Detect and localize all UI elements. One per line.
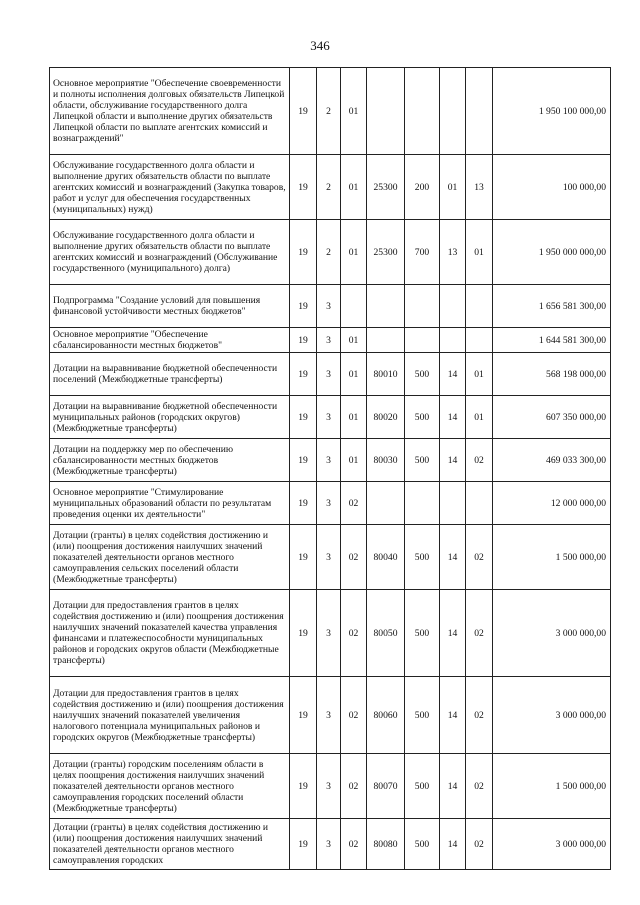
- code-cell-c3: 01: [341, 328, 367, 353]
- code-cell-c5: 200: [405, 155, 440, 220]
- row-name-cell: Дотации на поддержку мер по обеспечению сбалансированности местных бюджетов (Межбюджетные трансферты): [50, 439, 290, 482]
- code-cell-c6: 14: [440, 590, 466, 677]
- code-cell-c5: 500: [405, 590, 440, 677]
- code-cell-c4: 25300: [367, 220, 405, 285]
- code-cell-c3: 01: [341, 220, 367, 285]
- code-cell-c1: 19: [290, 677, 317, 754]
- amount-cell: 100 000,00: [493, 155, 611, 220]
- code-cell-c1: 19: [290, 68, 317, 155]
- code-cell-c1: 19: [290, 754, 317, 819]
- code-cell-c5: 500: [405, 819, 440, 870]
- code-cell-c3: 02: [341, 677, 367, 754]
- code-cell-c3: 02: [341, 819, 367, 870]
- amount-cell: 1 950 100 000,00: [493, 68, 611, 155]
- code-cell-c2: 2: [317, 68, 341, 155]
- table-row: [50, 525, 611, 590]
- code-cell-c4: [367, 328, 405, 353]
- code-cell-c1: 19: [290, 353, 317, 396]
- code-cell-c6: 13: [440, 220, 466, 285]
- code-cell-c7: 13: [466, 155, 493, 220]
- code-cell-c5: 700: [405, 220, 440, 285]
- row-name-cell: Основное мероприятие "Обеспечение сбалансированности местных бюджетов": [50, 328, 290, 353]
- row-name-cell: Дотации для предоставления грантов в целях содействия достижению и (или) поощрения достижения наилучших значений показателей увеличения налогового потенциала муниципальных районов и городских округов (Межбюджетные трансферты): [50, 677, 290, 754]
- row-name-cell: Основное мероприятие "Обеспечение своевременности и полноты исполнения долговых обязательств Липецкой области, обслуживание государственного долга Липецкой области и выполнение других обязательств Липецкой области по выплате агентских комиссий и вознаграждений": [50, 68, 290, 155]
- row-name-cell: Обслуживание государственного долга области и выполнение других обязательств области по выплате агентских комиссий и вознаграждений (Закупка товаров, работ и услуг для обеспечения государственных (муниципальных) нужд): [50, 155, 290, 220]
- code-cell-c2: 3: [317, 590, 341, 677]
- code-cell-c1: 19: [290, 590, 317, 677]
- code-cell-c3: 01: [341, 68, 367, 155]
- table-row: [50, 353, 611, 396]
- table-body: [50, 68, 611, 870]
- code-cell-c5: 500: [405, 525, 440, 590]
- table-row: [50, 220, 611, 285]
- amount-cell: 3 000 000,00: [493, 677, 611, 754]
- code-cell-c6: 14: [440, 525, 466, 590]
- code-cell-c2: 3: [317, 677, 341, 754]
- code-cell-c1: 19: [290, 396, 317, 439]
- code-cell-c4: 80040: [367, 525, 405, 590]
- row-name-cell: Дотации на выравнивание бюджетной обеспеченности муниципальных районов (городских округов) (Межбюджетные трансферты): [50, 396, 290, 439]
- code-cell-c2: 3: [317, 482, 341, 525]
- code-cell-c2: 3: [317, 353, 341, 396]
- code-cell-c6: [440, 68, 466, 155]
- code-cell-c3: 02: [341, 482, 367, 525]
- amount-cell: 12 000 000,00: [493, 482, 611, 525]
- code-cell-c6: [440, 285, 466, 328]
- code-cell-c5: 500: [405, 754, 440, 819]
- page-number: 346: [310, 38, 330, 53]
- code-cell-c6: 14: [440, 353, 466, 396]
- code-cell-c6: [440, 328, 466, 353]
- code-cell-c7: 01: [466, 353, 493, 396]
- table-row: [50, 482, 611, 525]
- code-cell-c3: 01: [341, 155, 367, 220]
- amount-cell: 3 000 000,00: [493, 590, 611, 677]
- row-name-cell: Дотации (гранты) в целях содействия достижению и (или) поощрения достижения наилучших значений показателей деятельности органов местного самоуправления сельских поселений области (Межбюджетные трансферты): [50, 525, 290, 590]
- code-cell-c7: 02: [466, 819, 493, 870]
- code-cell-c3: 01: [341, 396, 367, 439]
- code-cell-c4: [367, 482, 405, 525]
- code-cell-c1: 19: [290, 439, 317, 482]
- amount-cell: 607 350 000,00: [493, 396, 611, 439]
- row-name-cell: Основное мероприятие "Стимулирование муниципальных образований области по результатам проведения оценки их деятельности": [50, 482, 290, 525]
- code-cell-c7: [466, 285, 493, 328]
- code-cell-c5: [405, 68, 440, 155]
- row-name-cell: Дотации на выравнивание бюджетной обеспеченности поселений (Межбюджетные трансферты): [50, 353, 290, 396]
- code-cell-c7: 01: [466, 220, 493, 285]
- code-cell-c1: 19: [290, 220, 317, 285]
- code-cell-c6: 14: [440, 396, 466, 439]
- code-cell-c5: 500: [405, 439, 440, 482]
- code-cell-c7: 02: [466, 754, 493, 819]
- code-cell-c5: [405, 482, 440, 525]
- code-cell-c7: [466, 482, 493, 525]
- code-cell-c1: 19: [290, 525, 317, 590]
- code-cell-c4: 80050: [367, 590, 405, 677]
- code-cell-c4: [367, 68, 405, 155]
- amount-cell: 1 644 581 300,00: [493, 328, 611, 353]
- code-cell-c6: 14: [440, 819, 466, 870]
- code-cell-c2: 2: [317, 155, 341, 220]
- code-cell-c6: 14: [440, 439, 466, 482]
- code-cell-c3: [341, 285, 367, 328]
- code-cell-c5: 500: [405, 353, 440, 396]
- code-cell-c7: 02: [466, 677, 493, 754]
- row-name-cell: Подпрограмма "Создание условий для повышения финансовой устойчивости местных бюджетов": [50, 285, 290, 328]
- code-cell-c2: 3: [317, 328, 341, 353]
- table-row: [50, 677, 611, 754]
- code-cell-c3: 02: [341, 754, 367, 819]
- code-cell-c1: 19: [290, 482, 317, 525]
- code-cell-c4: 80060: [367, 677, 405, 754]
- code-cell-c5: [405, 285, 440, 328]
- code-cell-c2: 3: [317, 525, 341, 590]
- code-cell-c2: 3: [317, 285, 341, 328]
- code-cell-c2: 3: [317, 754, 341, 819]
- code-cell-c2: 3: [317, 396, 341, 439]
- row-name-cell: Обслуживание государственного долга области и выполнение других обязательств области по выплате агентских комиссий и вознаграждений (Обслуживание государственного (муниципального) долга): [50, 220, 290, 285]
- code-cell-c2: 3: [317, 819, 341, 870]
- table-row: [50, 590, 611, 677]
- table-row: [50, 285, 611, 328]
- table-row: [50, 68, 611, 155]
- code-cell-c1: 19: [290, 819, 317, 870]
- code-cell-c4: 25300: [367, 155, 405, 220]
- table-row: [50, 155, 611, 220]
- code-cell-c6: [440, 482, 466, 525]
- code-cell-c4: 80020: [367, 396, 405, 439]
- row-name-cell: Дотации (гранты) городским поселениям области в целях поощрения достижения наилучших значений показателей деятельности органов местного самоуправления городских поселений области (Межбюджетные трансферты): [50, 754, 290, 819]
- code-cell-c7: 01: [466, 396, 493, 439]
- code-cell-c4: [367, 285, 405, 328]
- code-cell-c7: 02: [466, 439, 493, 482]
- table-row: [50, 328, 611, 353]
- table-row: [50, 396, 611, 439]
- amount-cell: 1 500 000,00: [493, 525, 611, 590]
- table-row: [50, 819, 611, 870]
- amount-cell: 3 000 000,00: [493, 819, 611, 870]
- code-cell-c4: 80010: [367, 353, 405, 396]
- code-cell-c6: 14: [440, 677, 466, 754]
- row-name-cell: Дотации (гранты) в целях содействия достижению и (или) поощрения достижения наилучших значений показателей деятельности органов местного самоуправления городских: [50, 819, 290, 870]
- budget-table: [49, 67, 611, 870]
- code-cell-c1: 19: [290, 285, 317, 328]
- code-cell-c5: 500: [405, 677, 440, 754]
- code-cell-c7: [466, 328, 493, 353]
- code-cell-c3: 02: [341, 525, 367, 590]
- code-cell-c5: 500: [405, 396, 440, 439]
- amount-cell: 1 500 000,00: [493, 754, 611, 819]
- code-cell-c2: 2: [317, 220, 341, 285]
- amount-cell: 469 033 300,00: [493, 439, 611, 482]
- code-cell-c4: 80080: [367, 819, 405, 870]
- table-row: [50, 439, 611, 482]
- code-cell-c1: 19: [290, 328, 317, 353]
- code-cell-c4: 80030: [367, 439, 405, 482]
- code-cell-c6: 14: [440, 754, 466, 819]
- code-cell-c3: 02: [341, 590, 367, 677]
- code-cell-c4: 80070: [367, 754, 405, 819]
- row-name-cell: Дотации для предоставления грантов в целях содействия достижению и (или) поощрения достижения наилучших значений показателей качества управления финансами и платежеспособности муниципальных районов и городских округов области (Межбюджетные трансферты): [50, 590, 290, 677]
- code-cell-c7: 02: [466, 590, 493, 677]
- code-cell-c5: [405, 328, 440, 353]
- amount-cell: 568 198 000,00: [493, 353, 611, 396]
- code-cell-c6: 01: [440, 155, 466, 220]
- code-cell-c3: 01: [341, 353, 367, 396]
- code-cell-c1: 19: [290, 155, 317, 220]
- code-cell-c7: [466, 68, 493, 155]
- amount-cell: 1 656 581 300,00: [493, 285, 611, 328]
- code-cell-c2: 3: [317, 439, 341, 482]
- amount-cell: 1 950 000 000,00: [493, 220, 611, 285]
- code-cell-c3: 01: [341, 439, 367, 482]
- code-cell-c7: 02: [466, 525, 493, 590]
- table-row: [50, 754, 611, 819]
